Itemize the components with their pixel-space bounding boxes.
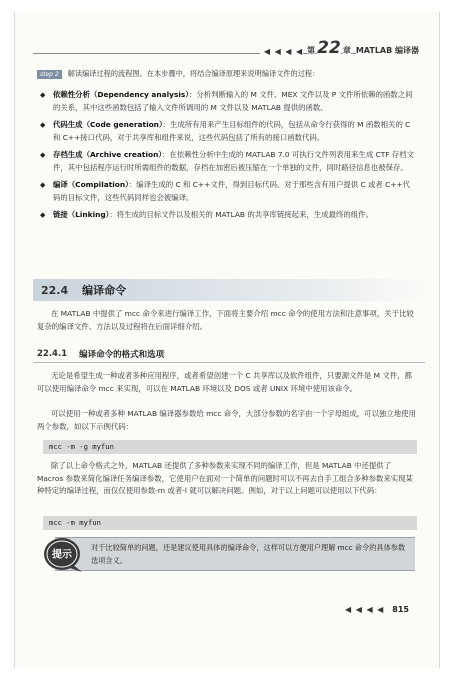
chapter-prefix: 第 — [307, 46, 316, 55]
tip-text: 对于比较简单的问题，还是建议使用具体的编译命令，这样可以方便用户理解 mcc 命令的具体参数选项含义。 — [91, 543, 406, 565]
step-text: 解读编译过程的流程图。在本步骤中，将结合编译原理来说明编译文件的过程： — [67, 69, 320, 78]
bullet-term: 存档生成（Archive creation） — [53, 150, 163, 159]
page-number: 815 — [392, 605, 409, 614]
paragraph-2: 可以使用一种或者多种 MATLAB 编译器参数给 mcc 命令，大部分参数的名字由一个字母组成，可以独立地使用两个参数，如以下示例代码： — [37, 409, 416, 431]
paragraph-3: 除了以上命令格式之外，MATLAB 还提供了多种参数来实现不同的编译工作，但是 MATLAB 中还提供了 Macros 参数来简化编译任务编译参数，它使用户在面对一个简单的问题时可以不再去自手工组合多种参数来实现某种特定的编译过程，而仅仅使用参数-m 或者-l 就可以解决问题。例如，对于以上问题可以使用以下代码： — [37, 461, 413, 495]
footer-arrow-icons: ◀ ◀ ◀ ◀ — [345, 605, 385, 614]
diamond-bullet-icon: ◆ — [40, 211, 46, 219]
list-item — [40, 179, 417, 204]
subsection-heading — [33, 346, 425, 363]
running-footer — [345, 605, 409, 614]
bullet-desc: ：编译生成的 C 和 C++文件，得到目标代码。对于那些含有用户提供 C 或者 C++代码的目标文件，这些代码同样也会被编译。 — [53, 180, 411, 202]
bullet-text — [53, 89, 417, 114]
diamond-bullet-icon: ◆ — [40, 121, 46, 129]
bullet-term: 依赖性分析（Dependency analysis） — [53, 90, 190, 99]
paragraph-1: 无论是希望生成一种或者多种应用程序，或者希望创建一个 C 共享库以及软件组件，只要源文件是 M 文件，都可以使用编译命令 mcc 来实现，可以在 MATLAB 环境以及 DOS 或者 UNIX 环境中使用该命令。 — [37, 371, 412, 393]
section-title: 编译命令 — [82, 284, 127, 297]
chapter-title: MATLAB 编译器 — [355, 46, 419, 55]
section-number: 22.4 — [41, 283, 69, 297]
subsection-number: 22.4.1 — [37, 349, 68, 359]
tip-badge-icon — [42, 534, 86, 574]
bullet-list — [40, 89, 417, 227]
bullet-text — [53, 209, 373, 222]
code-block-2: mcc -m myfun — [43, 516, 417, 530]
section-heading — [33, 279, 425, 301]
chapter-number: 22 — [317, 38, 341, 58]
list-item — [40, 209, 417, 222]
bullet-desc: ：分析判断输入的 M 文件、MEX 文件以及 P 文件所依赖的函数之间的关系，其中这些函数包括了输入文件所调用的 M 文件以及 MATLAB 提供的函数。 — [53, 90, 413, 112]
bullet-desc: ：将生成的目标文件以及相关的 MATLAB 的共享库链接起来，生成最终的组件。 — [109, 210, 373, 219]
list-item — [40, 89, 417, 114]
running-header — [33, 38, 421, 56]
diamond-bullet-icon: ◆ — [40, 151, 46, 159]
section-intro-paragraph: 在 MATLAB 中提供了 mcc 命令来进行编译工作，下面将主要介绍 mcc 命令的使用方法和注意事项，关于比较复杂的编译文件、方法以及过程将在后面详细介绍。 — [37, 309, 414, 331]
step-row — [37, 69, 425, 79]
diamond-bullet-icon: ◆ — [40, 91, 46, 99]
diamond-bullet-icon: ◆ — [40, 181, 46, 189]
bullet-term: 代码生成（Code generation） — [53, 120, 163, 129]
code-block-1: mcc -m -g myfun — [43, 440, 417, 454]
header-arrow-icons: ◀ ◀ ◀ ◀ — [260, 47, 303, 56]
bullet-desc: ：在依赖性分析中生成的 MATLAB 7.0 可执行文件列表用来生成 CTF 存档文件，其中包括程序运行时所需组件的数据，存档在加密后被压缩在一个单独的文件，同时路径信息也被保存。 — [53, 150, 415, 172]
bullet-text — [53, 149, 417, 174]
list-item — [40, 119, 417, 144]
bullet-text — [53, 119, 417, 144]
chapter-suffix: 章 — [342, 46, 351, 55]
bullet-desc: ：生成所有用来产生目标组件的代码，包括从命令行获得的 M 函数相关的 C 和 C++接口代码，对于共享库和组件来说，这些代码包括了所有的接口函数代码。 — [53, 120, 411, 142]
book-page — [14, 12, 440, 668]
list-item — [40, 149, 417, 174]
tip-badge-label: 提示 — [52, 549, 72, 561]
bullet-term: 编译（Compilation） — [53, 180, 129, 189]
bullet-term: 链接（Linking） — [53, 210, 110, 219]
subsection-title: 编译命令的格式和选项 — [79, 350, 165, 360]
bullet-text — [53, 179, 417, 204]
step-badge: step 2 — [37, 70, 62, 79]
tip-box — [55, 537, 415, 571]
